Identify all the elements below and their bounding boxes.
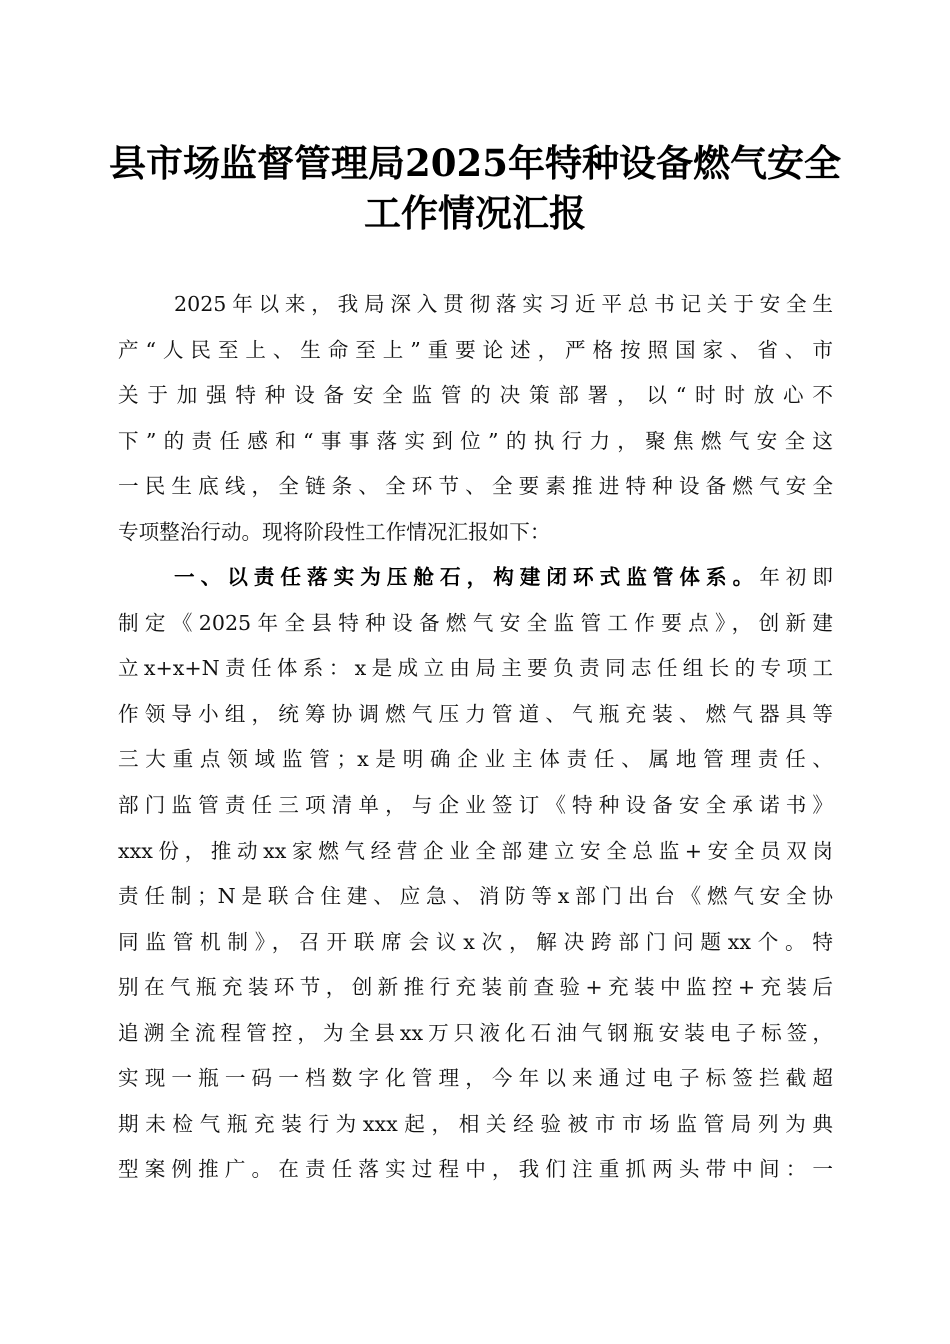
paragraph-line: 2025年以来，我局深入贯彻落实习近平总书记关于安全生	[174, 292, 833, 316]
paragraph-line: 作领导小组，统筹协调燃气压力管道、气瓶充装、燃气器具等	[118, 701, 833, 726]
paragraph-line: 制定《2025年全县特种设备燃气安全监管工作要点》，创新建	[118, 610, 833, 635]
paragraph-line: 型案例推广。在责任落实过程中，我们注重抓两头带中间：一	[118, 1157, 833, 1182]
paragraph-line: 下”的责任感和“事事落实到位”的执行力，聚焦燃气安全这	[118, 428, 833, 453]
document-body	[118, 282, 833, 1193]
section-1-paragraph	[118, 555, 833, 1193]
intro-paragraph	[118, 282, 833, 555]
paragraph-line: 产“人民至上、生命至上”重要论述，严格按照国家、省、市	[118, 337, 833, 362]
paragraph-line: 期未检气瓶充装行为xxx起，相关经验被市市场监管局列为典	[118, 1111, 833, 1136]
paragraph-line: 三大重点领域监管；x是明确企业主体责任、属地管理责任、	[118, 747, 833, 772]
paragraph-line: xxx份，推动xx家燃气经营企业全部建立安全总监+安全员双岗	[118, 838, 833, 863]
paragraph-line: 同监管机制》，召开联席会议x次，解决跨部门问题xx个。特	[118, 929, 833, 954]
paragraph-line: 追溯全流程管控，为全县xx万只液化石油气钢瓶安装电子标签，	[118, 1020, 833, 1045]
paragraph-line: 部门监管责任三项清单，与企业签订《特种设备安全承诺书》	[118, 793, 833, 818]
paragraph-line: 实现一瓶一码一档数字化管理，今年以来通过电子标签拦截超	[118, 1066, 833, 1091]
paragraph-line: 别在气瓶充装环节，创新推行充装前查验+充装中监控+充装后	[118, 975, 833, 1000]
section-1-first-line-text: 年初即	[759, 565, 833, 590]
section-1-first-line	[118, 555, 833, 601]
paragraph-line: 一民生底线，全链条、全环节、全要素推进特种设备燃气安全	[118, 474, 833, 499]
title-line-1: 县市场监督管理局2025年特种设备燃气安全	[109, 141, 841, 185]
paragraph-line: 专项整治行动。现将阶段性工作情况汇报如下：	[118, 519, 551, 544]
paragraph-line: 关于加强特种设备安全监管的决策部署，以“时时放心不	[118, 383, 833, 408]
title-line-2: 工作情况汇报	[364, 191, 586, 235]
section-1-heading: 一、以责任落实为压舱石，构建闭环式监管体系。	[174, 565, 760, 590]
document-title	[100, 138, 850, 238]
paragraph-line: 责任制；N是联合住建、应急、消防等x部门出台《燃气安全协	[118, 884, 833, 909]
paragraph-line: 立x+x+N责任体系：x是成立由局主要负责同志任组长的专项工	[118, 656, 833, 681]
